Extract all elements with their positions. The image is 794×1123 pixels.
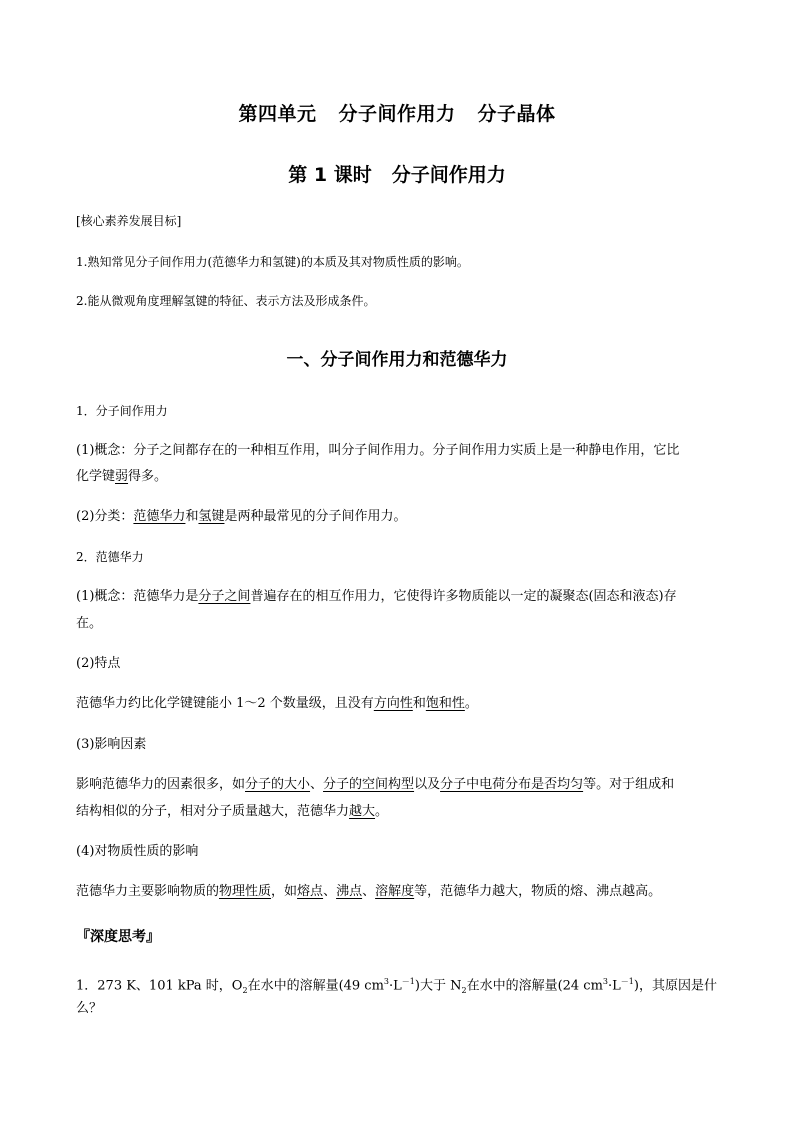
deep-thinking-label: 『深度思考』 <box>76 929 160 945</box>
s2-p2-label: (2)特点 <box>76 656 121 671</box>
s2-p3-underline-3: 分子中电荷分布是否均匀 <box>440 777 584 792</box>
unit-title-part-c: 分子晶体 <box>477 103 556 125</box>
s2-p4-e: 等，范德华力越大，物质的熔、沸点越高。 <box>414 884 662 899</box>
section-title: 一、分子间作用力和范德华力 <box>286 350 508 370</box>
s2-p1-underline: 分子之间 <box>198 589 251 604</box>
s2-p3-line2-a: 结构相似的分子，相对分子质量越大，范德华力 <box>76 804 350 819</box>
s2-p4-underline-3: 沸点 <box>336 884 363 899</box>
s2-p4-b: ，如 <box>271 884 298 899</box>
q1-sup-4: －1 <box>620 977 634 986</box>
s2-p3-d: 等。对于组成和 <box>583 777 675 792</box>
s2-p3-label: (3)影响因素 <box>76 737 147 752</box>
unit-title <box>0 99 794 126</box>
unit-title-part-b: 分子间作用力 <box>338 103 456 125</box>
q1-sub-2: 2 <box>461 985 467 995</box>
s2-p2 <box>76 690 726 718</box>
s2-heading: 2．范德华力 <box>76 550 144 564</box>
q1-sup-3: 3 <box>602 977 609 986</box>
s2-p2-b: 和 <box>412 696 426 711</box>
s1-p2-c: 是两种最常见的分子间作用力。 <box>224 509 407 524</box>
s2-p1-a: (1)概念：范德华力是 <box>76 589 199 604</box>
s1-p2-b: 和 <box>185 509 199 524</box>
q1-d: )大于 N <box>414 978 462 994</box>
s2-p4-label: (4)对物质性质的影响 <box>76 844 199 859</box>
s2-p1-line2: 在。 <box>76 616 103 631</box>
s2-p4-underline-2: 熔点 <box>297 884 324 899</box>
s2-p4-c: 、 <box>323 884 337 899</box>
s2-p2-c: 。 <box>464 696 478 711</box>
s1-p2-underline-2: 氢键 <box>198 509 225 524</box>
s1-p2-underline-1: 范德华力 <box>133 509 186 524</box>
lesson-title <box>0 160 794 187</box>
s2-p4-underline-1: 物理性质 <box>219 884 272 899</box>
lesson-title-part-b: 分子间作用力 <box>391 164 506 186</box>
s1-p1-line2-b: 得多。 <box>128 469 168 484</box>
s1-p1-line2 <box>76 463 726 491</box>
s2-p2-a: 范德华力约比化学键键能小 1～2 个数量级，且没有 <box>76 696 374 711</box>
q1-sup-2: －1 <box>401 977 415 986</box>
s2-p3-b: 、 <box>310 777 324 792</box>
s2-p3-a: 影响范德华力的因素很多，如 <box>76 777 246 792</box>
s2-p4-a: 范德华力主要影响物质的 <box>76 884 220 899</box>
s2-p3-line2 <box>76 798 726 826</box>
goal-2: 2.能从微观角度理解氢键的特征、表示方法及形成条件。 <box>76 294 376 308</box>
s2-p1-b: 普遍存在的相互作用力，它使得许多物质能以一定的凝聚态(固态和液态)存 <box>250 589 677 604</box>
s1-p1-line1: (1)概念：分子之间都存在的一种相互作用，叫分子间作用力。分子间作用力实质上是一种静电作用，它比 <box>76 443 680 458</box>
q1-c: ·L <box>389 978 402 994</box>
s2-p3-underline-2: 分子的空间构型 <box>323 777 415 792</box>
goal-1: 1.熟知常见分子间作用力(范德华力和氢键)的本质及其对物质性质的影响。 <box>76 255 469 269</box>
q1-g: )，其原因是什 <box>633 978 717 994</box>
s2-p3-underline-1: 分子的大小 <box>245 777 311 792</box>
s2-p3-line1 <box>76 771 726 799</box>
s2-p2-underline-2: 饱和性 <box>425 696 465 711</box>
s2-p4-d: 、 <box>362 884 376 899</box>
s2-p4-underline-4: 溶解度 <box>375 884 415 899</box>
s1-p2 <box>76 503 726 531</box>
s2-p3-line2-b: 。 <box>375 804 389 819</box>
s2-p3-line2-underline: 越大 <box>349 804 376 819</box>
s1-p1-underline: 弱 <box>115 469 129 484</box>
q1-e: 在水中的溶解量(24 cm <box>466 978 603 994</box>
q1-sub-1: 2 <box>242 985 248 995</box>
q1-a: 1．273 K、101 kPa 时，O <box>76 978 243 994</box>
s2-p3-c: 以及 <box>414 777 441 792</box>
unit-title-part-a: 第四单元 <box>238 103 317 125</box>
q1-f: ·L <box>608 978 621 994</box>
s1-p1-line2-a: 化学键 <box>76 469 116 484</box>
s1-heading: 1．分子间作用力 <box>76 404 168 418</box>
goals-label: [核心素养发展目标] <box>76 214 182 228</box>
s2-p4 <box>76 878 726 906</box>
lesson-title-part-a: 第 1 课时 <box>288 164 372 186</box>
s2-p2-underline-1: 方向性 <box>373 696 413 711</box>
s2-p1-line1 <box>76 583 726 611</box>
q1-sup-1: 3 <box>383 977 390 986</box>
s1-p2-a: (2)分类： <box>76 509 134 524</box>
q1-b: 在水中的溶解量(49 cm <box>247 978 384 994</box>
question-1-line2: 么？ <box>76 1001 103 1016</box>
